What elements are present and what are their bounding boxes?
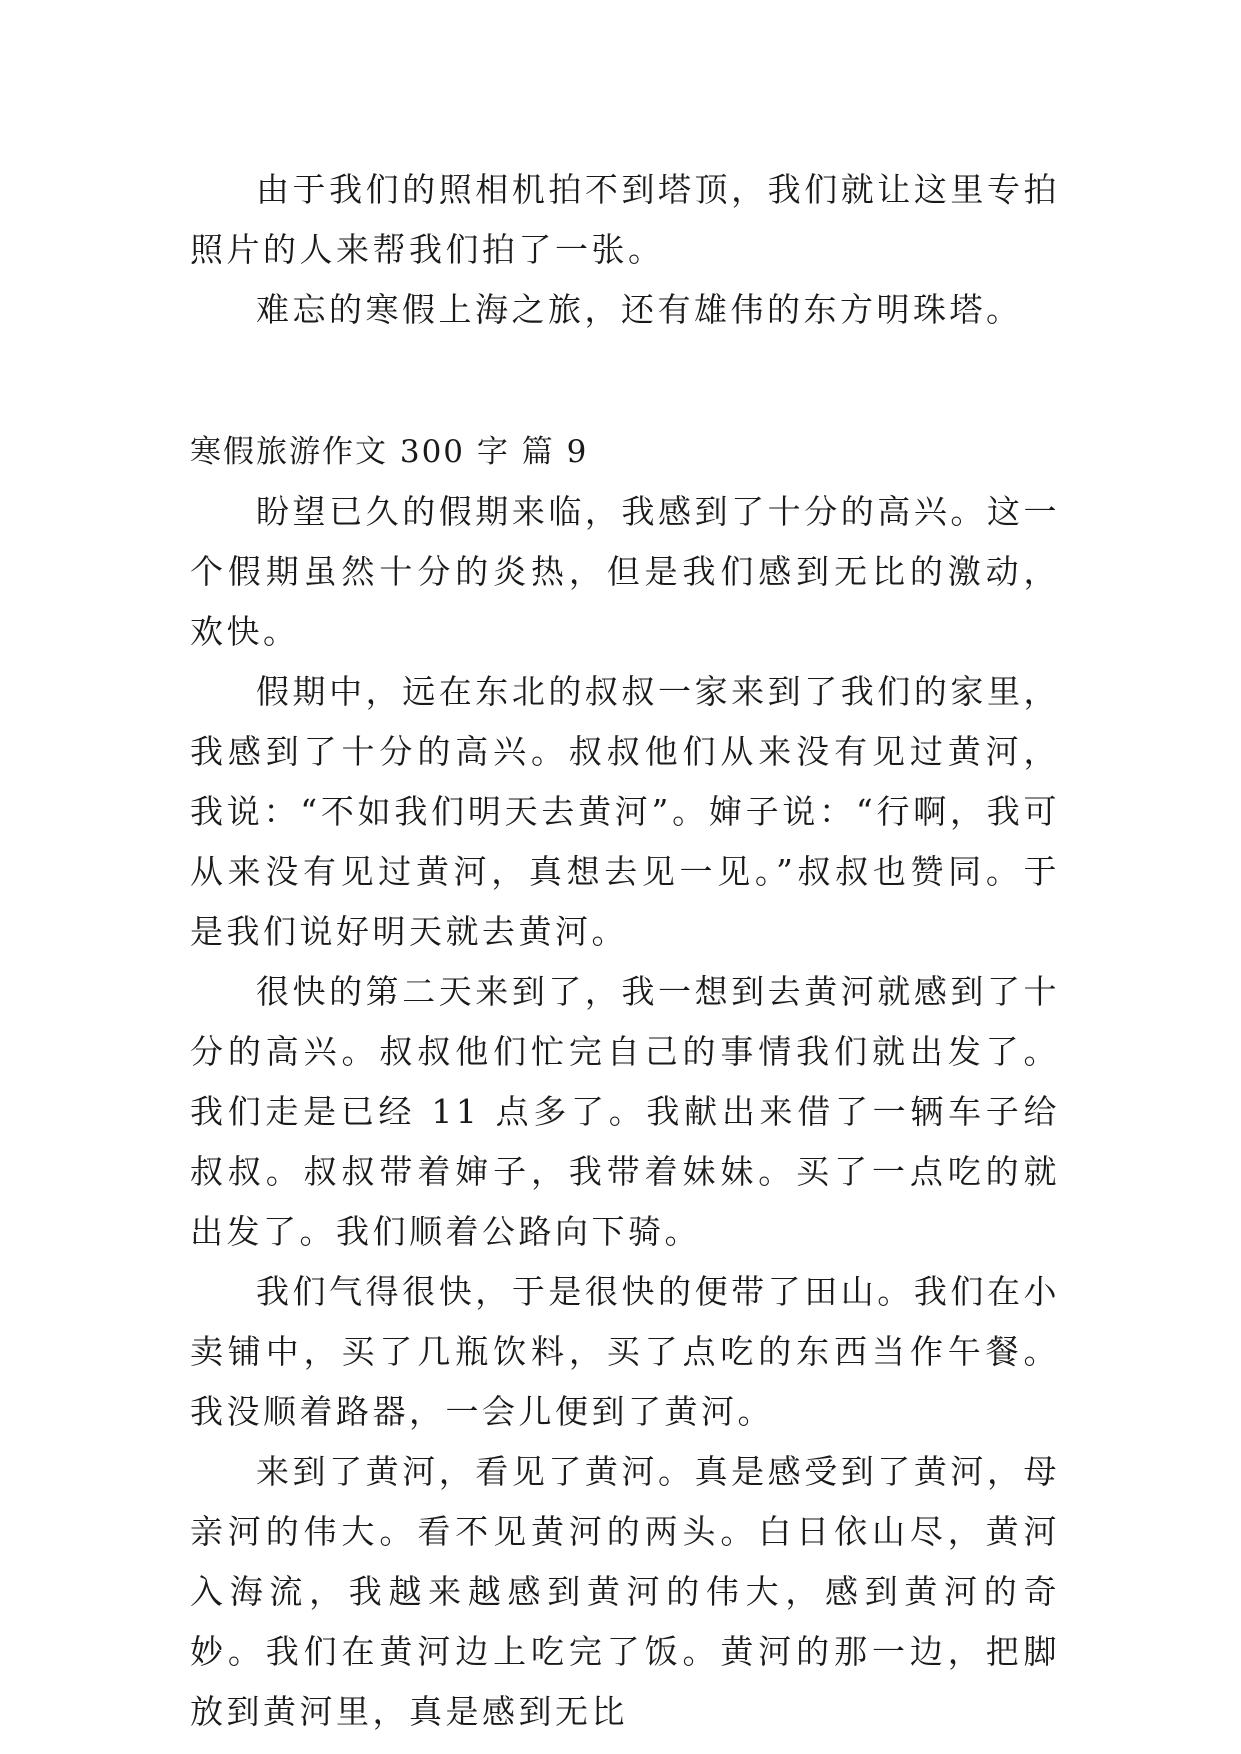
- document-page: [190, 160, 1060, 1742]
- paragraph: 难忘的寒假上海之旅，还有雄伟的东方明珠塔。: [256, 290, 1023, 329]
- paragraph: 由于我们的照相机拍不到塔顶，我们就让这里专拍照片的人来帮我们拍了一张。: [190, 170, 1060, 269]
- paragraph: 很快的第二天来到了，我一想到去黄河就感到了十分的高兴。叔叔他们忙完自己的事情我们就出发了。我们走是已经 11 点多了。我献出来借了一辆车子给叔叔。叔叔带着婶子，我带着妹妹。买了一点吃的就出发了。我们顺着公路向下骑。: [190, 972, 1060, 1251]
- paragraph: 来到了黄河，看见了黄河。真是感受到了黄河，母亲河的伟大。看不见黄河的两头。白日依山尽，黄河入海流，我越来越感到黄河的伟大，感到黄河的奇妙。我们在黄河边上吃完了饭。黄河的那一边，把脚放到黄河里，真是感到无比: [190, 1452, 1060, 1731]
- paragraph: 假期中，远在东北的叔叔一家来到了我们的家里，我感到了十分的高兴。叔叔他们从来没有见过黄河，我说：“不如我们明天去黄河”。婶子说：“行啊，我可从来没有见过黄河，真想去见一见。”叔叔也赞同。于是我们说好明天就去黄河。: [190, 672, 1060, 951]
- paragraph: 盼望已久的假期来临，我感到了十分的高兴。这一个假期虽然十分的炎热，但是我们感到无比的激动，欢快。: [190, 492, 1060, 651]
- section-heading: 寒假旅游作文 300 字 篇 9: [190, 434, 589, 470]
- paragraph: 我们气得很快，于是很快的便带了田山。我们在小卖铺中，买了几瓶饮料，买了点吃的东西当作午餐。我没顺着路器，一会儿便到了黄河。: [190, 1272, 1060, 1431]
